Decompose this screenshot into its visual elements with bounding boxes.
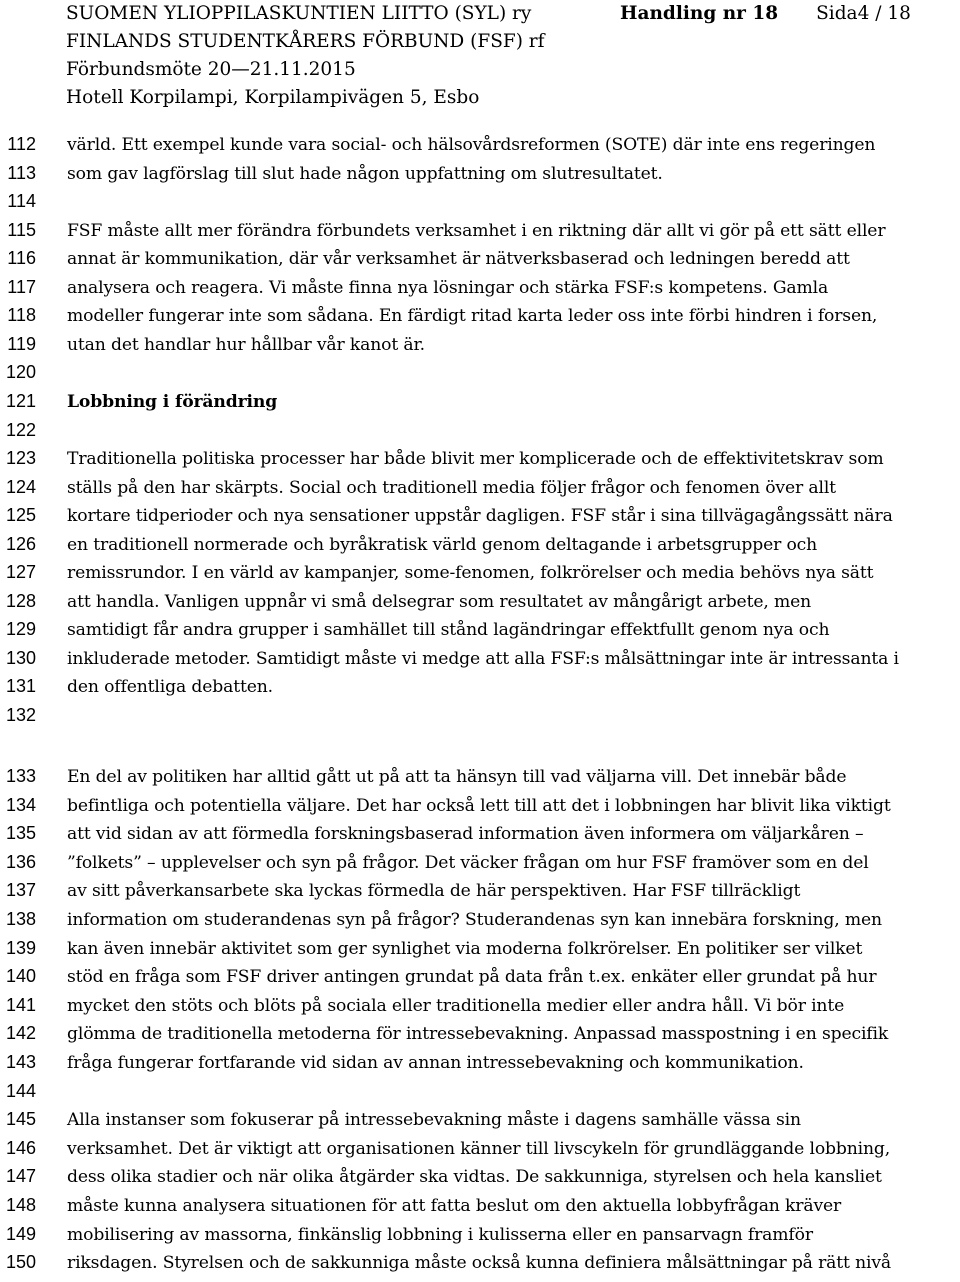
line-124: ställs på den har skärpts. Social och traditionell media följer frågor och fenomen över allt: [67, 477, 836, 498]
line-number: 131: [5, 676, 36, 697]
line-number: 112: [7, 134, 36, 154]
line-113: som gav lagförslag till slut hade någon uppfattning om slutresultatet.: [67, 163, 663, 184]
line-number: 149: [5, 1223, 36, 1244]
line-number: 142: [5, 1023, 36, 1044]
line-118: modeller fungerar inte som sådana. En färdigt ritad karta leder oss inte förbi hindren i forsen,: [67, 306, 878, 327]
line-number: 128: [5, 590, 36, 611]
line-number: 140: [5, 966, 36, 987]
line-131: den offentliga debatten.: [67, 677, 273, 698]
line-number: 145: [5, 1109, 36, 1130]
line-number: 113: [7, 162, 36, 183]
line-number: 136: [5, 851, 36, 872]
line-number: 122: [5, 419, 36, 440]
line-115: FSF måste allt mer förändra förbundets verksamhet i en riktning där allt vi gör på ett sätt eller: [67, 220, 886, 241]
section-heading: Lobbning i förändring: [67, 391, 278, 412]
line-142: glömma de traditionella metoderna för intressebevakning. Anpassad masspostning i en specifik: [67, 1024, 889, 1045]
header-org-fsf: FINLANDS STUDENTKÅRERS FÖRBUND (FSF) rf: [66, 31, 545, 52]
line-number: 133: [5, 766, 36, 786]
line-116: annat är kommunikation, där vår verksamhet är nätverksbaserad och ledningen beredd att: [67, 249, 850, 270]
line-number: 132: [5, 705, 36, 725]
line-number: 135: [5, 823, 36, 844]
header-org-syl: SUOMEN YLIOPPILASKUNTIEN LIITTO (SYL) ry: [66, 3, 532, 24]
line-number: 144: [5, 1080, 36, 1101]
handling-number: Handling nr 18: [620, 3, 779, 24]
line-number: 121: [5, 390, 36, 411]
line-number: 117: [7, 276, 36, 297]
line-number: 137: [5, 880, 36, 901]
line-146: verksamhet. Det är viktigt att organisationen känner till livscykeln för grundläggande lobbning,: [67, 1138, 891, 1159]
line-134: befintliga och potentiella väljare. Det har också lett till att det i lobbningen har blivit lika viktigt: [67, 795, 891, 816]
line-number: 115: [7, 219, 36, 240]
header-meeting: Förbundsmöte 20—21.11.2015: [66, 59, 356, 80]
header-right: [620, 0, 911, 28]
line-number: 138: [5, 909, 36, 929]
line-number: 143: [5, 1052, 36, 1072]
line-number: 123: [5, 448, 36, 469]
line-number: 141: [5, 994, 36, 1015]
line-145: Alla instanser som fokuserar på intressebevakning måste i dagens samhälle vässa sin: [67, 1110, 801, 1131]
line-number: 147: [5, 1166, 36, 1187]
line-number: 150: [5, 1252, 36, 1273]
line-number: 134: [5, 794, 36, 815]
line-number: 118: [7, 305, 36, 326]
line-136: ”folkets” – upplevelser och syn på frågor. Det väcker frågan om hur FSF framöver som en del: [67, 852, 869, 873]
line-129: samtidigt får andra grupper i samhället till stånd lagändringar effektfullt genom nya och: [67, 620, 830, 641]
line-138: information om studerandenas syn på frågor? Studerandenas syn kan innebära forskning, men: [67, 910, 882, 930]
line-112: värld. Ett exempel kunde vara social- och hälsovårdsreformen (SOTE) där inte ens regeringen: [67, 135, 876, 155]
line-143: fråga fungerar fortfarande vid sidan av annan intressebevakning och kommunikation.: [67, 1053, 804, 1073]
line-149: mobilisering av massorna, finkänslig lobbning i kulisserna eller en pansarvagn framför: [67, 1224, 813, 1245]
line-119: utan det handlar hur hållbar vår kanot är.: [67, 334, 425, 355]
page-number: Sida4 / 18: [816, 3, 911, 24]
line-133: En del av politiken har alltid gått ut på att ta hänsyn till vad väljarna vill. Det innebär både: [67, 767, 847, 787]
line-number: 114: [7, 191, 36, 212]
line-140: stöd en fråga som FSF driver antingen grundat på data från t.ex. enkäter eller grundat på hur: [67, 967, 877, 988]
line-number: 124: [5, 476, 36, 497]
line-139: kan även innebär aktivitet som ger synlighet via moderna folkrörelser. En politiker ser vilket: [67, 938, 863, 959]
line-number: 119: [7, 333, 36, 354]
line-147: dess olika stadier och när olika åtgärder ska vidtas. De sakkunniga, styrelsen och hela kansliet: [67, 1167, 882, 1188]
line-128: att handla. Vanligen uppnår vi små delsegrar som resultatet av mångårigt arbete, men: [67, 591, 812, 612]
line-number: 120: [5, 362, 36, 383]
header-venue: Hotell Korpilampi, Korpilampivägen 5, Esbo: [66, 87, 480, 108]
line-number: 130: [5, 647, 36, 668]
line-number: 148: [5, 1195, 36, 1215]
line-number: 125: [5, 505, 36, 526]
line-135: att vid sidan av att förmedla forskningsbaserad information även informera om väljarkåren –: [67, 824, 864, 845]
line-number: 127: [5, 562, 36, 583]
line-127: remissrundor. I en värld av kampanjer, some-fenomen, folkrörelser och media behövs nya sätt: [67, 563, 874, 584]
line-126: en traditionell normerade och byråkratisk värld genom deltagande i arbetsgrupper och: [67, 534, 818, 555]
line-117: analysera och reagera. Vi måste finna nya lösningar och stärka FSF:s kompetens. Gamla: [67, 277, 829, 298]
line-148: måste kunna analysera situationen för att fatta beslut om den aktuella lobbyfrågan kräver: [67, 1196, 842, 1216]
line-number: 126: [5, 533, 36, 554]
line-number: 139: [5, 937, 36, 958]
line-141: mycket den stöts och blöts på sociala eller traditionella medier eller andra håll. Vi bör inte: [67, 995, 845, 1016]
line-number: 129: [5, 619, 36, 640]
line-125: kortare tidperioder och nya sensationer uppstår dagligen. FSF står i sina tillvägagångssätt nära: [67, 506, 893, 527]
line-number: 116: [7, 248, 36, 269]
line-123: Traditionella politiska processer har både blivit mer komplicerade och de effektivitetskrav som: [67, 449, 884, 470]
line-number: 146: [5, 1137, 36, 1158]
line-137: av sitt påverkansarbete ska lyckas förmedla de här perspektiven. Har FSF tillräckligt: [67, 881, 801, 902]
line-150: riksdagen. Styrelsen och de sakkunniga måste också kunna definiera målsättningar på rätt nivå: [67, 1253, 891, 1274]
line-130: inkluderade metoder. Samtidigt måste vi medge att alla FSF:s målsättningar inte är intressanta i: [67, 648, 899, 669]
